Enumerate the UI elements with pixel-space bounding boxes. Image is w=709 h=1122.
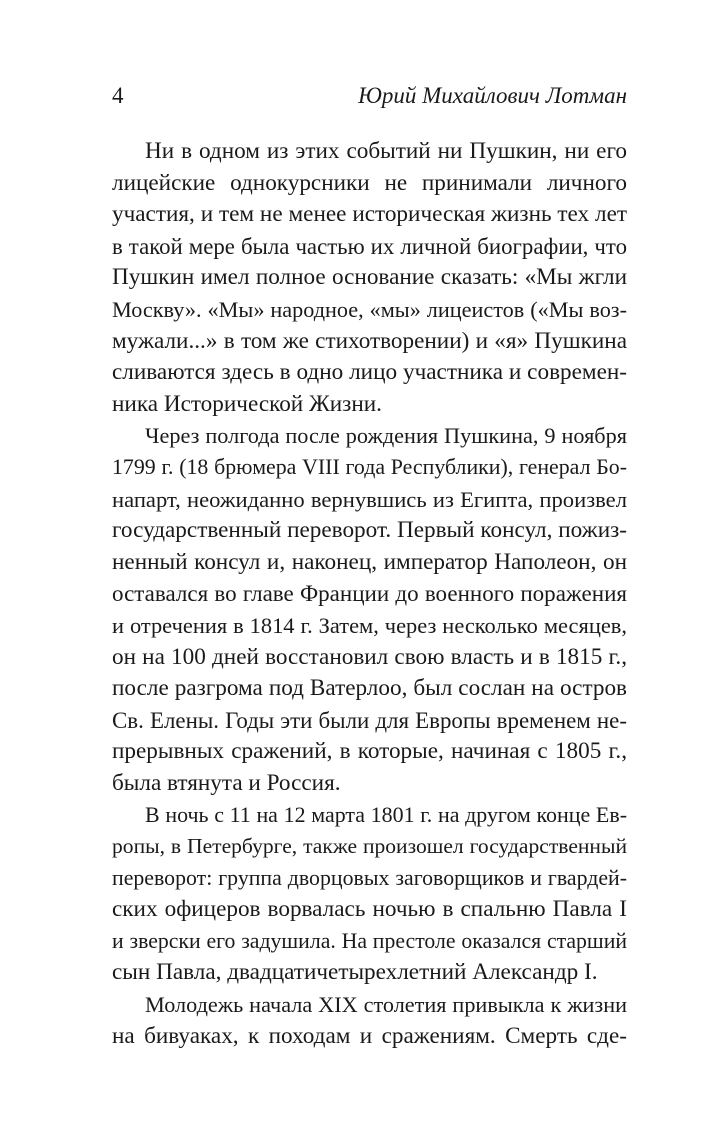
text-line: В ночь с 11 на 12 марта 1801 г. на другом конце Ев- (145, 802, 627, 828)
text-line: Ни в одном из этих событий ни Пушкин, ни его (145, 138, 627, 164)
text-line: Св. Елены. Годы эти были для Европы временем не- (112, 707, 627, 733)
text-line: напарт, неожиданно вернувшись из Египта, произвел (112, 486, 627, 512)
text-line: сливаются здесь в одно лицо участника и современ- (112, 359, 627, 386)
text-line: ника Исторической Жизни. (112, 390, 382, 417)
text-line: государственный переворот. Первый консул, пожиз- (112, 517, 627, 544)
text-line: он на 100 дней восстановил свою власть и в 1815 г., (112, 643, 627, 670)
text-line: участия, и тем не менее историческая жизнь тех лет (112, 201, 627, 228)
text-line: Москву». «Мы» народное, «мы» лицеистов («Мы воз- (112, 296, 627, 322)
paragraph (112, 799, 627, 989)
text-line: переворот: группа дворцовых заговорщиков и гвардей- (112, 865, 627, 890)
text-line: и зверски его задушила. На престоле оказался старший (112, 928, 627, 953)
paragraph (112, 420, 627, 799)
text-line: была втянута и Россия. (112, 769, 341, 796)
text-line: и отречения в 1814 г. Затем, через несколько месяцев, (112, 612, 627, 638)
text-line: Пушкин имел полное основание сказать: «Мы жгли (112, 264, 627, 291)
text-line: ских офицеров ворвалась ночью в спальню Павла I (112, 896, 627, 923)
paragraph (112, 989, 627, 1052)
text-line: после разгрома под Ватерлоо, был сослан на остров (112, 675, 627, 702)
text-line: прерывных сражений, в которые, начиная с 1805 г., (112, 738, 627, 765)
text-line: ропы, в Петербурге, также произошел государственный (112, 834, 627, 859)
text-line: сын Павла, двадцатичетырехлетний Александр I. (112, 959, 598, 986)
running-title: Юрий Михайлович Лотман (358, 83, 627, 108)
text-line: лицейские однокурсники не принимали личного (112, 169, 627, 196)
text-line: в такой мере была частью их личной биографии, что (112, 233, 627, 259)
paragraph (112, 136, 627, 420)
text-line: ненный консул и, наконец, император Наполеон, он (112, 548, 627, 575)
page-header (112, 80, 627, 112)
text-line: мужали...» в том же стихотворении) и «я» Пушкина (112, 327, 627, 354)
text-line: 1799 г. (18 брюмера VIII года Республики), генерал Бо- (112, 454, 627, 479)
page-number: 4 (112, 83, 124, 108)
text-line: Через полгода после рождения Пушкина, 9 ноября (145, 423, 627, 449)
text-line: Молодежь начала XIX столетия привыкла к жизни (145, 992, 627, 1018)
text-line: оставался во главе Франции до военного поражения (112, 580, 627, 607)
body-text (112, 136, 627, 1052)
text-line: на бивуаках, к походам и сражениям. Смерть сде- (112, 1022, 627, 1049)
